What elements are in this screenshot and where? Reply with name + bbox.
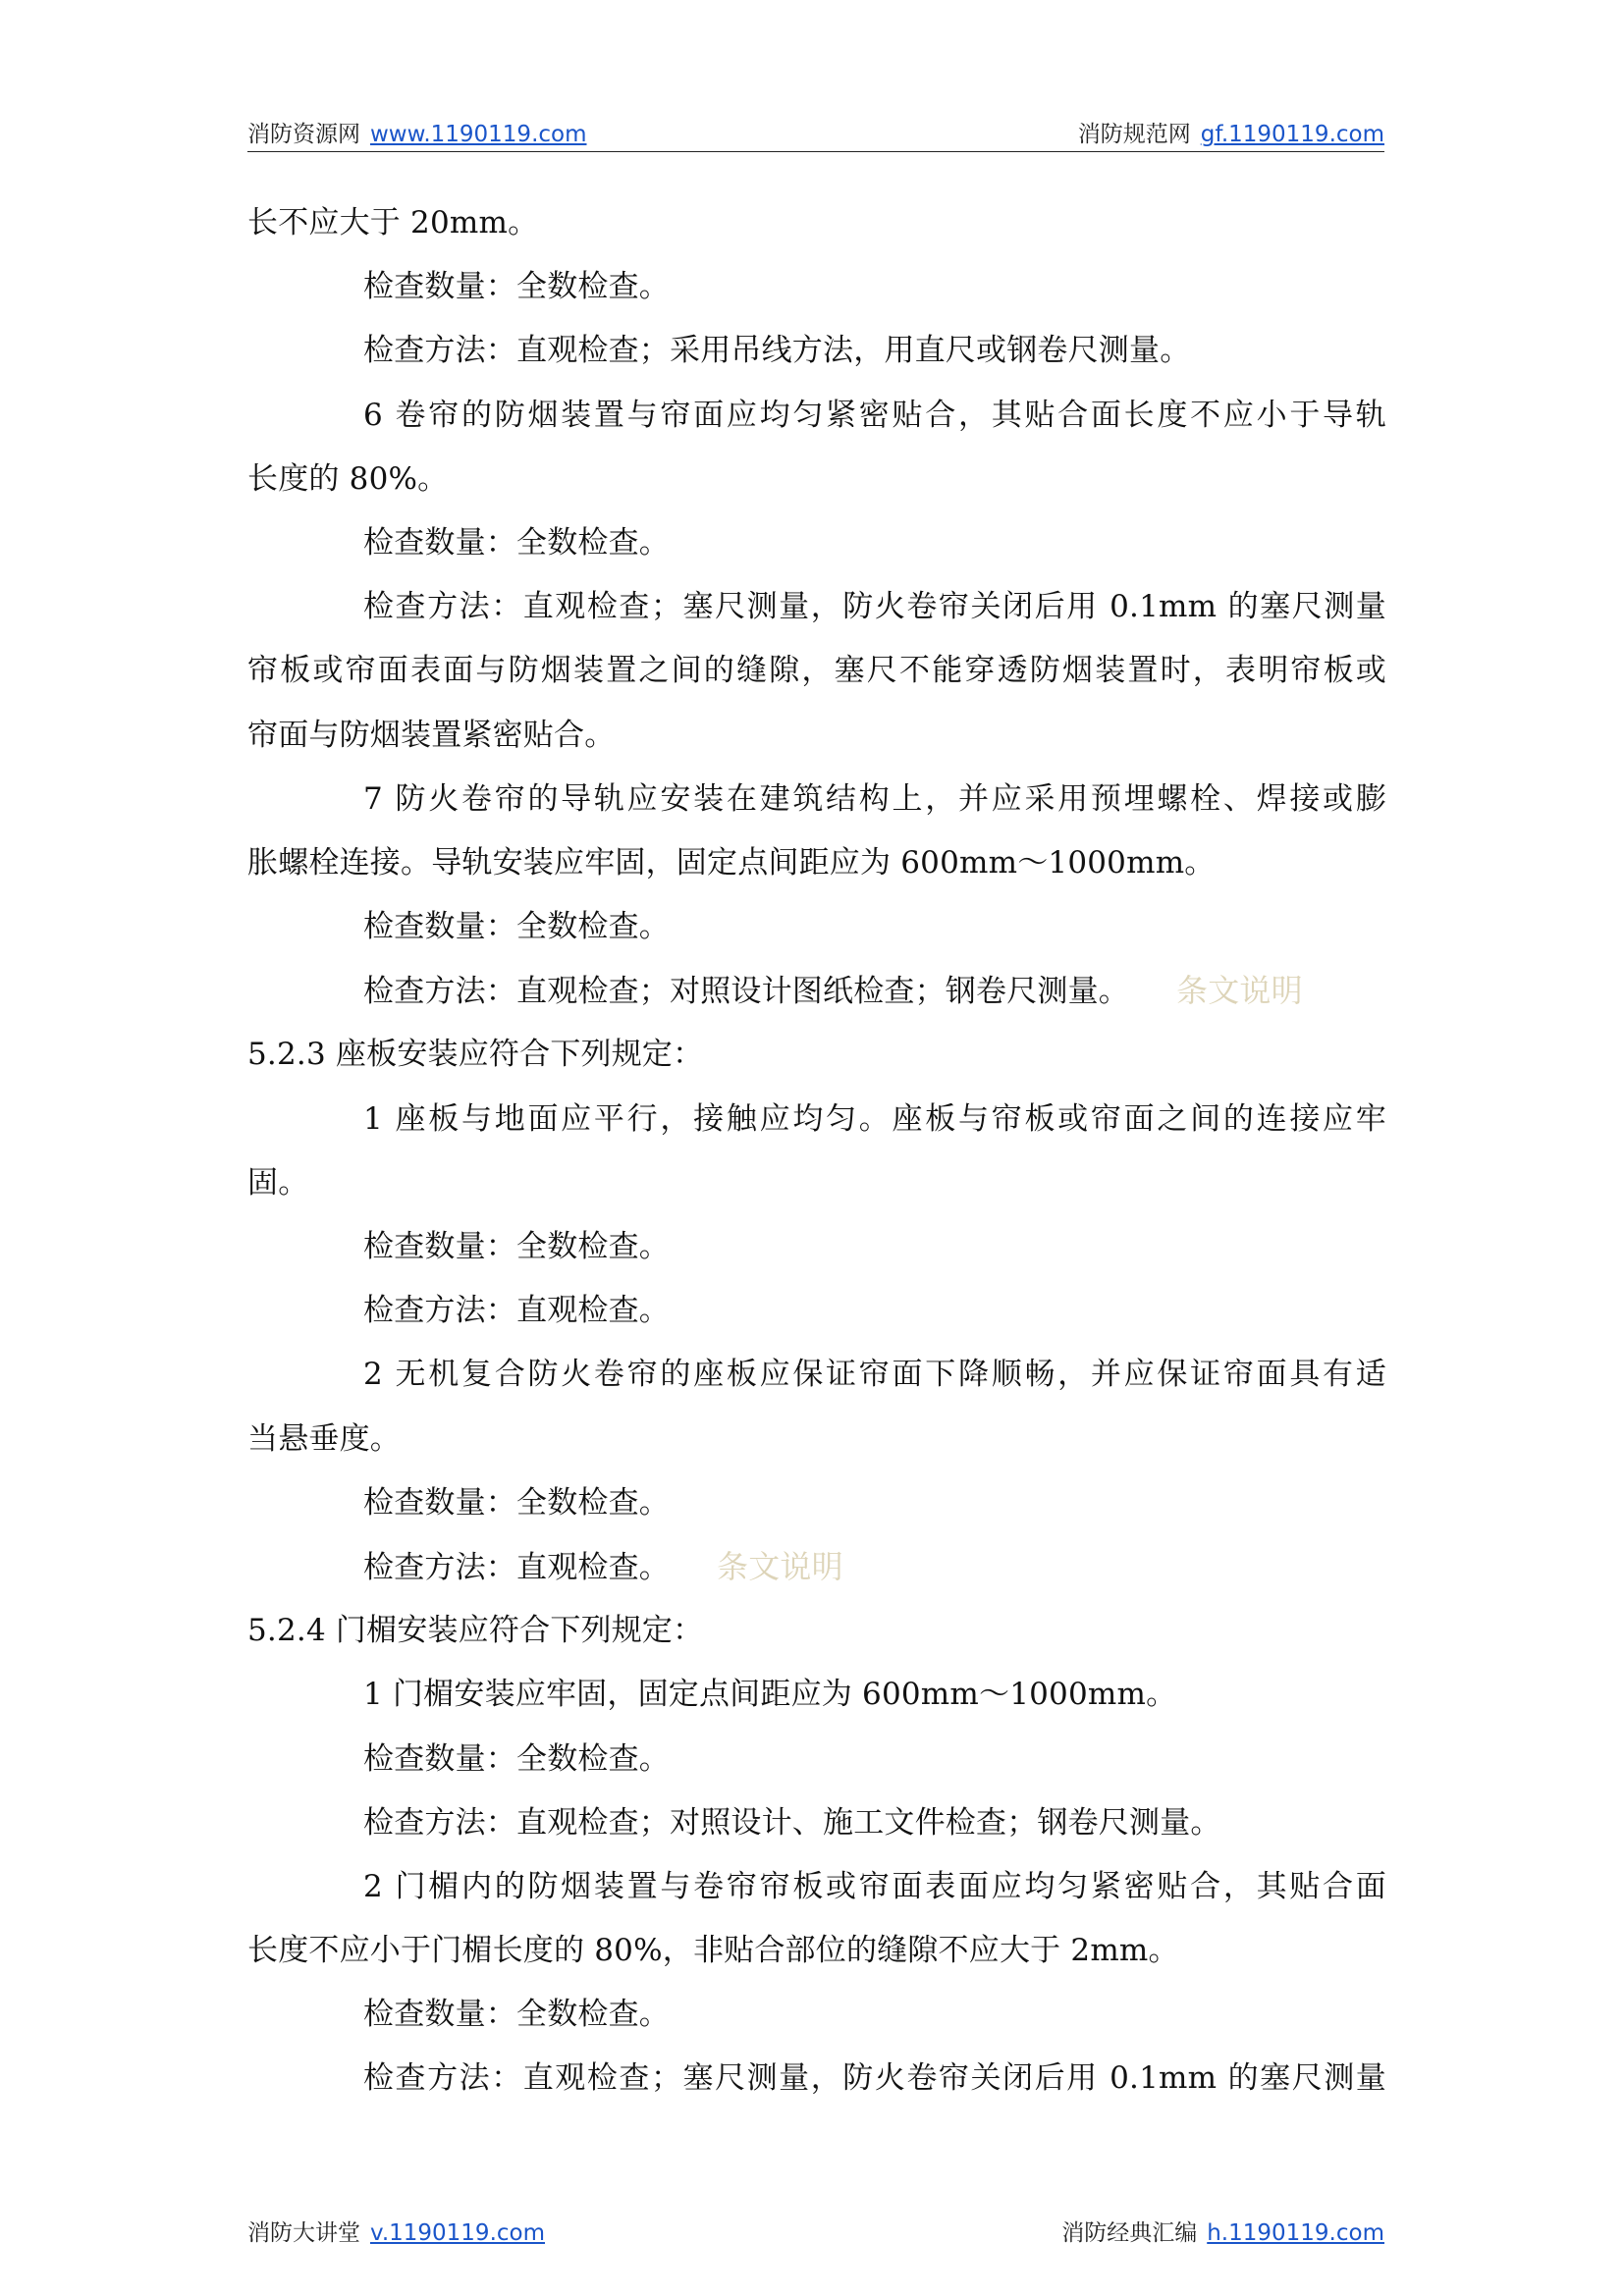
text-line: 长不应大于 20mm。 [247,205,539,240]
footer-left-name: 消防大讲堂 [247,2220,360,2246]
footer-right-link[interactable]: h.1190119.com [1207,2220,1384,2246]
header-left-name: 消防资源网 [247,122,360,147]
text-line: 2 无机复合防火卷帘的座板应保证帘面下降顺畅，并应保证帘面具有适 [363,1357,1386,1393]
text-line: 2 门楣内的防烟装置与卷帘帘板或帘面表面应均匀紧密贴合，其贴合面 [363,1868,1386,1904]
clause-note-link[interactable]: 条文说明 [717,1547,843,1585]
text-line: 检查方法：直观检查；塞尺测量，防火卷帘关闭后用 0.1mm 的塞尺测量 [363,589,1386,625]
page-header [247,116,1384,152]
section-heading: 5.2.4 门楣安装应符合下列规定： [247,1613,704,1649]
text-line: 1 座板与地面应平行，接触应均匀。座板与帘板或帘面之间的连接应牢 [363,1100,1386,1137]
text-line: 长度不应小于门楣长度的 80%，非贴合部位的缝隙不应大于 2mm。 [247,1933,1179,1969]
text-line: 固。 [247,1164,309,1201]
section-heading: 5.2.3 座板安装应符合下列规定： [247,1037,704,1073]
text-line: 检查数量：全数检查。 [363,1997,670,2033]
header-left-site [247,116,587,148]
text-line: 检查方法：直观检查；对照设计、施工文件检查；钢卷尺测量。 [363,1804,1221,1841]
text-line: 检查数量：全数检查。 [363,909,670,945]
text-line: 当悬垂度。 [247,1420,401,1457]
text-line: 检查方法：直观检查；对照设计图纸检查；钢卷尺测量。 [363,974,1129,1010]
text-line: 7 防火卷帘的导轨应安装在建筑结构上，并应采用预埋螺栓、焊接或膨 [363,780,1386,817]
text-line: 6 卷帘的防烟装置与帘面应均匀紧密贴合，其贴合面长度不应小于导轨 [363,397,1386,433]
text-line: 检查方法：直观检查。 [363,1549,670,1585]
text-line: 检查方法：直观检查；塞尺测量，防火卷帘关闭后用 0.1mm 的塞尺测量 [363,2060,1386,2097]
header-right-link[interactable]: gf.1190119.com [1200,122,1384,147]
footer-left-link[interactable]: v.1190119.com [370,2220,546,2246]
text-line: 检查数量：全数检查。 [363,524,670,561]
text-line: 帘面与防烟装置紧密贴合。 [247,717,616,753]
header-right-site [1078,116,1384,148]
footer-right-name: 消防经典汇编 [1061,2220,1198,2246]
footer-right-site [1061,2215,1384,2247]
text-line-with-note [247,959,1386,1023]
clause-note-link[interactable]: 条文说明 [1176,972,1303,1010]
page-footer [247,2215,1384,2247]
text-line: 检查方法：直观检查。 [363,1293,670,1329]
footer-left-site [247,2215,545,2247]
text-line: 检查数量：全数检查。 [363,269,670,305]
document-body [247,191,1386,2111]
text-line: 检查数量：全数检查。 [363,1484,670,1521]
text-line: 检查数量：全数检查。 [363,1740,670,1777]
text-line: 检查方法：直观检查；采用吊线方法，用直尺或钢卷尺测量。 [363,333,1191,369]
text-line: 长度的 80%。 [247,460,449,497]
text-line: 1 门楣安装应牢固，固定点间距应为 600mm～1000mm。 [363,1677,1177,1713]
header-left-link[interactable]: www.1190119.com [370,122,587,147]
text-line: 胀螺栓连接。导轨安装应牢固，固定点间距应为 600mm～1000mm。 [247,844,1216,881]
text-line: 检查数量：全数检查。 [363,1229,670,1264]
text-line: 帘板或帘面表面与防烟装置之间的缝隙，塞尺不能穿透防烟装置时，表明帘板或 [247,653,1386,689]
text-line-with-note [247,1535,1386,1599]
header-right-name: 消防规范网 [1077,122,1191,147]
